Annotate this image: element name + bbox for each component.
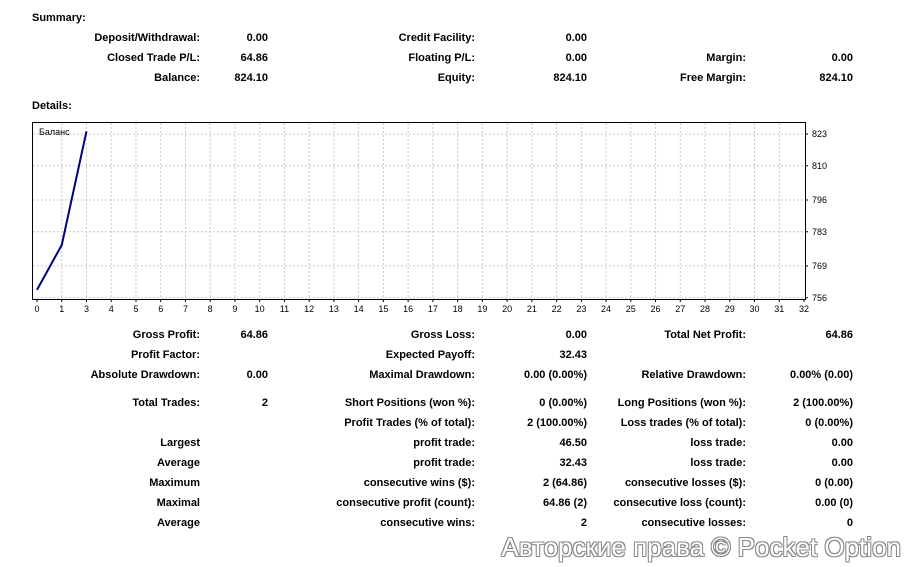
total-net-profit-label: Total Net Profit: [664, 329, 746, 341]
profit-factor-label: Profit Factor: [130, 349, 200, 361]
x-tick-label: 4 [108, 304, 114, 314]
expected-payoff-value: 32.43 [559, 349, 587, 361]
details-heading: Details: [32, 100, 72, 112]
free-margin-label: Free Margin: [679, 72, 746, 84]
average-profit-trade-label: profit trade: [413, 457, 475, 469]
x-tick-label: 15 [378, 304, 389, 314]
copyright-watermark: Авторские права © Pocket Option [501, 532, 901, 562]
x-tick-label: 28 [700, 304, 711, 314]
x-tick-label: 14 [353, 304, 364, 314]
profit-trades-label: Profit Trades (% of total): [344, 417, 475, 429]
gross-loss-value: 0.00 [565, 329, 587, 341]
maximal-drawdown-label: Maximal Drawdown: [369, 369, 475, 381]
expected-payoff-label: Expected Payoff: [385, 349, 475, 361]
y-tick-label: 769 [812, 261, 828, 271]
credit-facility-value: 0.00 [565, 32, 587, 44]
gross-profit-value: 64.86 [240, 329, 268, 341]
average-label: Average [156, 457, 200, 469]
largest-profit-trade-value: 46.50 [559, 437, 587, 449]
floating-pl-value: 0.00 [565, 52, 587, 64]
maximal-consecutive-profit-label: consecutive profit (count): [336, 497, 475, 509]
maximum-label: Maximum [149, 477, 200, 489]
y-tick-label: 796 [812, 195, 828, 205]
closed-trade-pl-value: 64.86 [240, 52, 268, 64]
x-tick-label: 7 [182, 304, 188, 314]
balance-value: 824.10 [234, 72, 268, 84]
loss-trades-label: Loss trades (% of total): [620, 417, 746, 429]
deposit-label: Deposit/Withdrawal: [94, 32, 200, 44]
average-loss-trade-label: loss trade: [690, 457, 746, 469]
x-axis-ticks [34, 299, 809, 314]
long-positions-label: Long Positions (won %): [617, 397, 746, 409]
x-tick-label: 9 [232, 304, 238, 314]
maximal-consecutive-loss-value: 0.00 (0) [815, 497, 853, 509]
absolute-drawdown-value: 0.00 [246, 369, 268, 381]
max-consecutive-losses-value: 0 (0.00) [815, 477, 853, 489]
x-tick-label: 5 [133, 304, 139, 314]
y-tick-label: 810 [812, 160, 828, 171]
x-tick-label: 1 [59, 304, 65, 314]
largest-label: Largest [160, 437, 200, 449]
x-tick-label: 20 [502, 304, 513, 314]
x-tick-label: 11 [279, 304, 290, 314]
maximal-consecutive-profit-value: 64.86 (2) [542, 497, 587, 509]
x-tick-label: 17 [427, 304, 438, 314]
x-tick-label: 19 [477, 304, 488, 314]
plot-frame [33, 123, 806, 300]
maximal-consecutive-loss-label: consecutive loss (count): [613, 497, 746, 509]
max-consecutive-wins-label: consecutive wins ($): [363, 477, 475, 489]
x-tick-label: 10 [254, 304, 265, 314]
x-tick-label: 18 [452, 304, 463, 314]
relative-drawdown-label: Relative Drawdown: [641, 369, 746, 381]
x-tick-label: 26 [650, 304, 661, 314]
x-tick-label: 0 [34, 304, 40, 314]
avg-consecutive-losses-value: 0 [846, 517, 853, 529]
balance-chart [32, 122, 828, 317]
x-tick-label: 22 [551, 304, 562, 314]
balance-label: Balance: [154, 72, 200, 84]
x-tick-label: 8 [207, 304, 213, 314]
avg-consecutive-wins-label: consecutive wins: [380, 517, 475, 529]
gross-profit-label: Gross Profit: [132, 329, 200, 341]
margin-value: 0.00 [831, 52, 853, 64]
floating-pl-label: Floating P/L: [408, 52, 475, 64]
equity-value: 824.10 [553, 72, 587, 84]
x-tick-label: 30 [749, 304, 760, 314]
chart-title: Баланс [39, 127, 70, 137]
x-tick-label: 6 [158, 304, 164, 314]
credit-facility-label: Credit Facility: [398, 32, 475, 44]
max-consecutive-losses-label: consecutive losses ($): [624, 477, 746, 489]
x-tick-label: 3 [83, 304, 89, 314]
x-tick-label: 16 [403, 304, 414, 314]
avg-consecutive-wins-value: 2 [580, 517, 587, 529]
x-tick-label: 21 [526, 304, 537, 314]
y-tick-label: 823 [812, 129, 828, 139]
x-tick-label: 23 [576, 304, 587, 314]
y-tick-label: 756 [812, 292, 828, 303]
short-positions-label: Short Positions (won %): [344, 397, 475, 409]
average-profit-trade-value: 32.43 [559, 457, 587, 469]
gross-loss-label: Gross Loss: [410, 329, 475, 341]
closed-trade-pl-label: Closed Trade P/L: [107, 52, 200, 64]
absolute-drawdown-label: Absolute Drawdown: [90, 369, 200, 381]
margin-label: Margin: [706, 52, 746, 64]
maximal-label: Maximal [156, 497, 200, 509]
x-tick-label: 32 [798, 304, 810, 314]
average-consecutive-label: Average [156, 517, 200, 529]
avg-consecutive-losses-label: consecutive losses: [641, 517, 746, 529]
free-margin-value: 824.10 [819, 72, 853, 84]
max-consecutive-wins-value: 2 (64.86) [542, 477, 587, 489]
long-positions-value: 2 (100.00%) [793, 397, 853, 409]
total-net-profit-value: 64.86 [825, 329, 853, 341]
summary-heading: Summary: [32, 12, 86, 24]
x-tick-label: 24 [601, 304, 612, 314]
relative-drawdown-value: 0.00% (0.00) [790, 369, 853, 381]
largest-profit-trade-label: profit trade: [413, 437, 475, 449]
x-tick-label: 25 [625, 304, 636, 314]
total-trades-value: 2 [261, 397, 268, 409]
deposit-value: 0.00 [246, 32, 268, 44]
x-tick-label: 13 [328, 304, 339, 314]
largest-loss-trade-label: loss trade: [690, 437, 746, 449]
maximal-drawdown-value: 0.00 (0.00%) [524, 369, 587, 381]
x-tick-label: 31 [774, 304, 785, 314]
x-tick-label: 12 [304, 304, 315, 314]
largest-loss-trade-value: 0.00 [831, 437, 853, 449]
equity-label: Equity: [437, 72, 475, 84]
average-loss-trade-value: 0.00 [831, 457, 853, 469]
y-axis-ticks [805, 129, 827, 303]
short-positions-value: 0 (0.00%) [539, 397, 587, 409]
y-tick-label: 783 [812, 226, 828, 237]
total-trades-label: Total Trades: [132, 397, 200, 409]
x-tick-label: 27 [675, 304, 686, 314]
loss-trades-value: 0 (0.00%) [805, 417, 853, 429]
x-tick-label: 29 [724, 304, 735, 314]
profit-trades-value: 2 (100.00%) [527, 417, 587, 429]
